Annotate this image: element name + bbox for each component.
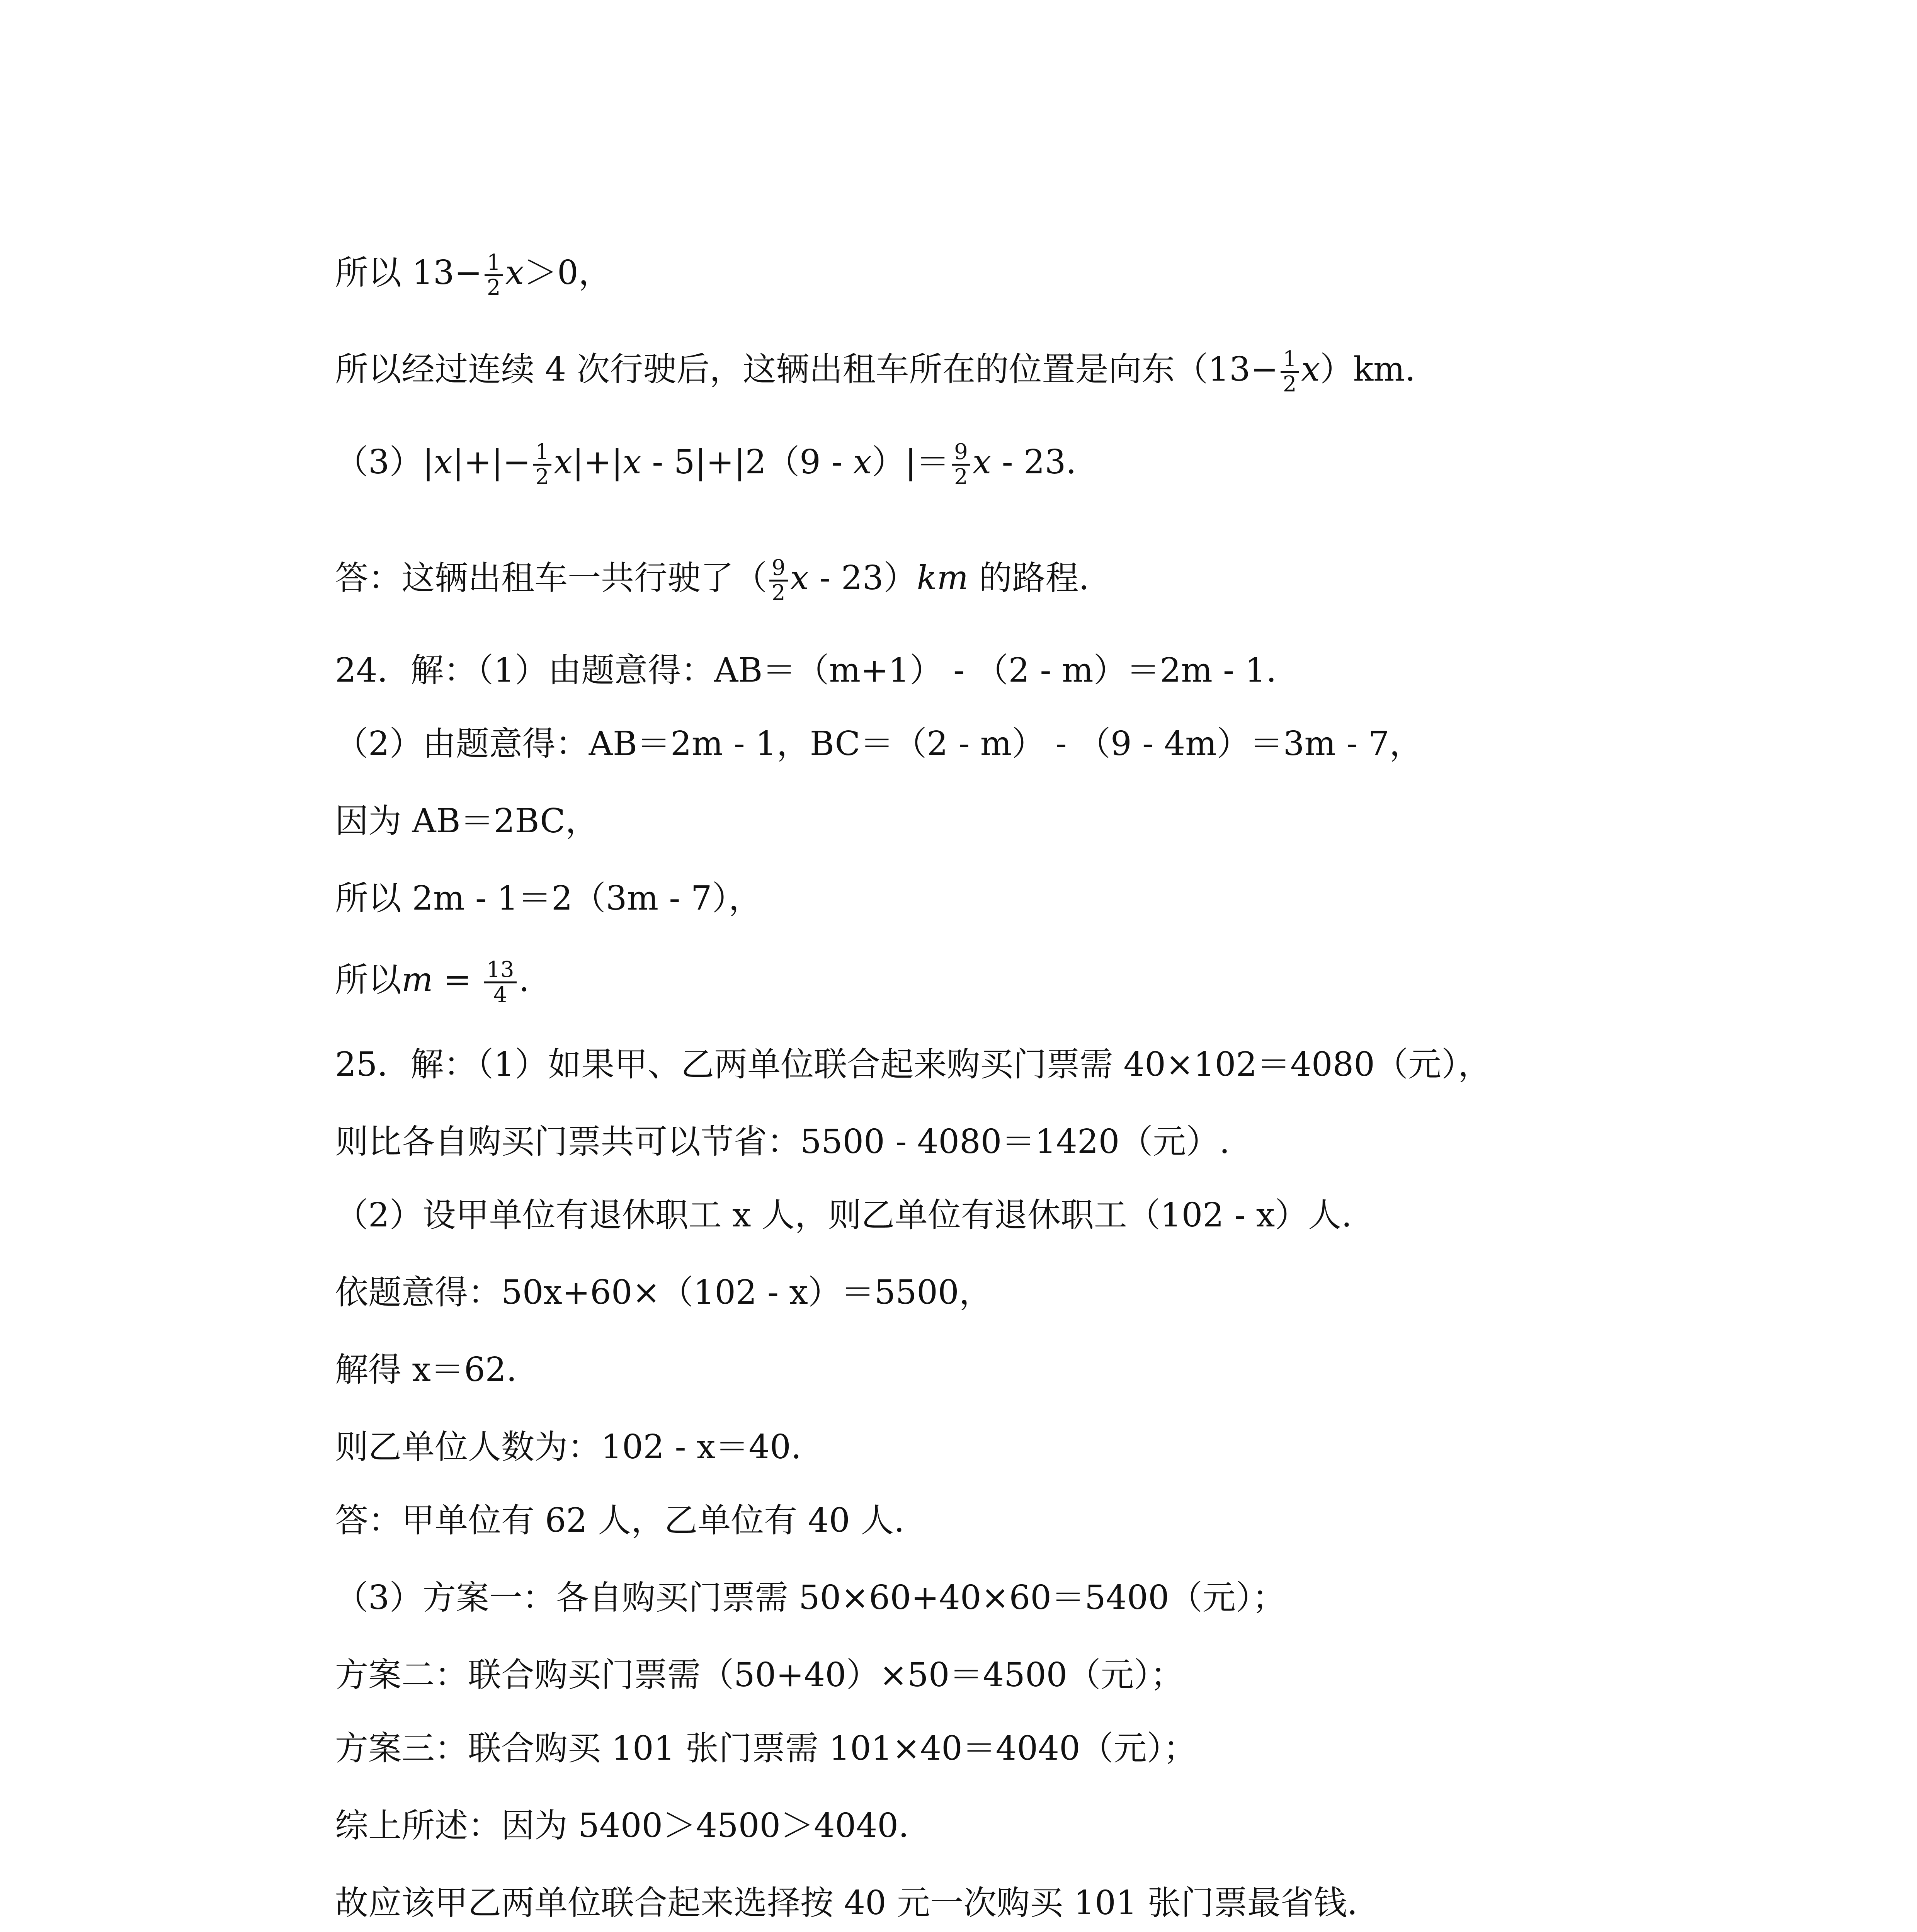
line-17: （3）方案一：各自购买门票需 50×60+40×60＝5400（元）； xyxy=(335,1578,1286,1617)
line-4 xyxy=(335,556,1089,605)
denominator: 2 xyxy=(954,464,968,490)
text: （3）| xyxy=(335,443,434,481)
var: x xyxy=(1301,350,1320,389)
var: x xyxy=(790,559,809,597)
line-8: 所以 2m - 1＝2（3m - 7）， xyxy=(335,879,762,918)
text: ）km. xyxy=(1320,350,1416,389)
text: - 23. xyxy=(991,443,1077,481)
denominator: 2 xyxy=(1283,372,1297,397)
fraction xyxy=(484,958,516,1007)
var: km xyxy=(917,559,968,597)
denominator: 2 xyxy=(772,580,786,605)
var: x xyxy=(853,443,872,481)
denominator: 2 xyxy=(535,464,549,490)
line-9 xyxy=(335,958,529,1007)
text: ＞0， xyxy=(524,253,612,292)
line-7: 因为 AB＝2BC， xyxy=(335,802,599,840)
fraction xyxy=(1281,348,1299,396)
line-14: 解得 x＝62. xyxy=(335,1350,517,1389)
denominator: 4 xyxy=(493,982,507,1007)
var: x xyxy=(434,443,453,481)
text: 的路程. xyxy=(968,559,1089,597)
var: x xyxy=(505,253,524,292)
text: 答：这辆出租车一共行驶了（ xyxy=(335,559,767,597)
fraction xyxy=(485,251,503,299)
text: 所以经过连续 4 次行驶后，这辆出租车所在的位置是向东（13− xyxy=(335,350,1278,389)
numerator: 1 xyxy=(1281,348,1299,373)
line-11: 则比各自购买门票共可以节省：5500 - 4080＝1420（元）. xyxy=(335,1122,1230,1161)
text: 所以 xyxy=(335,961,401,999)
var: x xyxy=(553,443,573,481)
var: x xyxy=(972,443,992,481)
line-15: 则乙单位人数为：102 - x＝40. xyxy=(335,1428,802,1466)
fraction xyxy=(769,556,788,605)
numerator: 13 xyxy=(484,958,516,983)
line-16: 答：甲单位有 62 人，乙单位有 40 人. xyxy=(335,1501,905,1540)
text: = xyxy=(433,961,482,999)
fraction xyxy=(952,440,970,489)
line-12: （2）设甲单位有退休职工 x 人，则乙单位有退休职工（102 - x）人. xyxy=(335,1196,1352,1235)
line-6: （2）由题意得：AB＝2m - 1，BC＝（2 - m） - （9 - 4m）＝3m - 7， xyxy=(335,724,1423,763)
line-2 xyxy=(335,348,1415,396)
numerator: 9 xyxy=(952,440,970,466)
text: |+|− xyxy=(452,443,531,481)
line-19: 方案三：联合购买 101 张门票需 101×40＝4040（元）； xyxy=(335,1729,1197,1768)
text: - 5|+|2（9 - xyxy=(641,443,853,481)
var: m xyxy=(401,961,433,999)
text: |+| xyxy=(572,443,623,481)
fraction xyxy=(533,440,551,489)
text: ）|＝ xyxy=(872,443,950,481)
line-1 xyxy=(335,251,612,299)
line-21: 故应该甲乙两单位联合起来选择按 40 元一次购买 101 张门票最省钱. xyxy=(335,1884,1358,1922)
var: x xyxy=(623,443,641,481)
line-5: 24．解：（1）由题意得：AB＝（m+1） - （2 - m）＝2m - 1. xyxy=(335,651,1277,690)
numerator: 9 xyxy=(769,556,788,582)
text: . xyxy=(519,961,529,999)
denominator: 2 xyxy=(486,275,501,300)
line-13: 依题意得：50x+60×（102 - x）＝5500， xyxy=(335,1273,992,1312)
line-20: 综上所述：因为 5400＞4500＞4040. xyxy=(335,1806,909,1845)
line-18: 方案二：联合购买门票需（50+40）×50＝4500（元）； xyxy=(335,1656,1184,1694)
numerator: 1 xyxy=(485,251,503,276)
text: 所以 13− xyxy=(335,253,482,292)
numerator: 1 xyxy=(533,440,551,466)
line-10: 25．解：（1）如果甲、乙两单位联合起来购买门票需 40×102＝4080（元）， xyxy=(335,1045,1491,1084)
text: - 23） xyxy=(809,559,917,597)
line-3 xyxy=(335,440,1077,489)
